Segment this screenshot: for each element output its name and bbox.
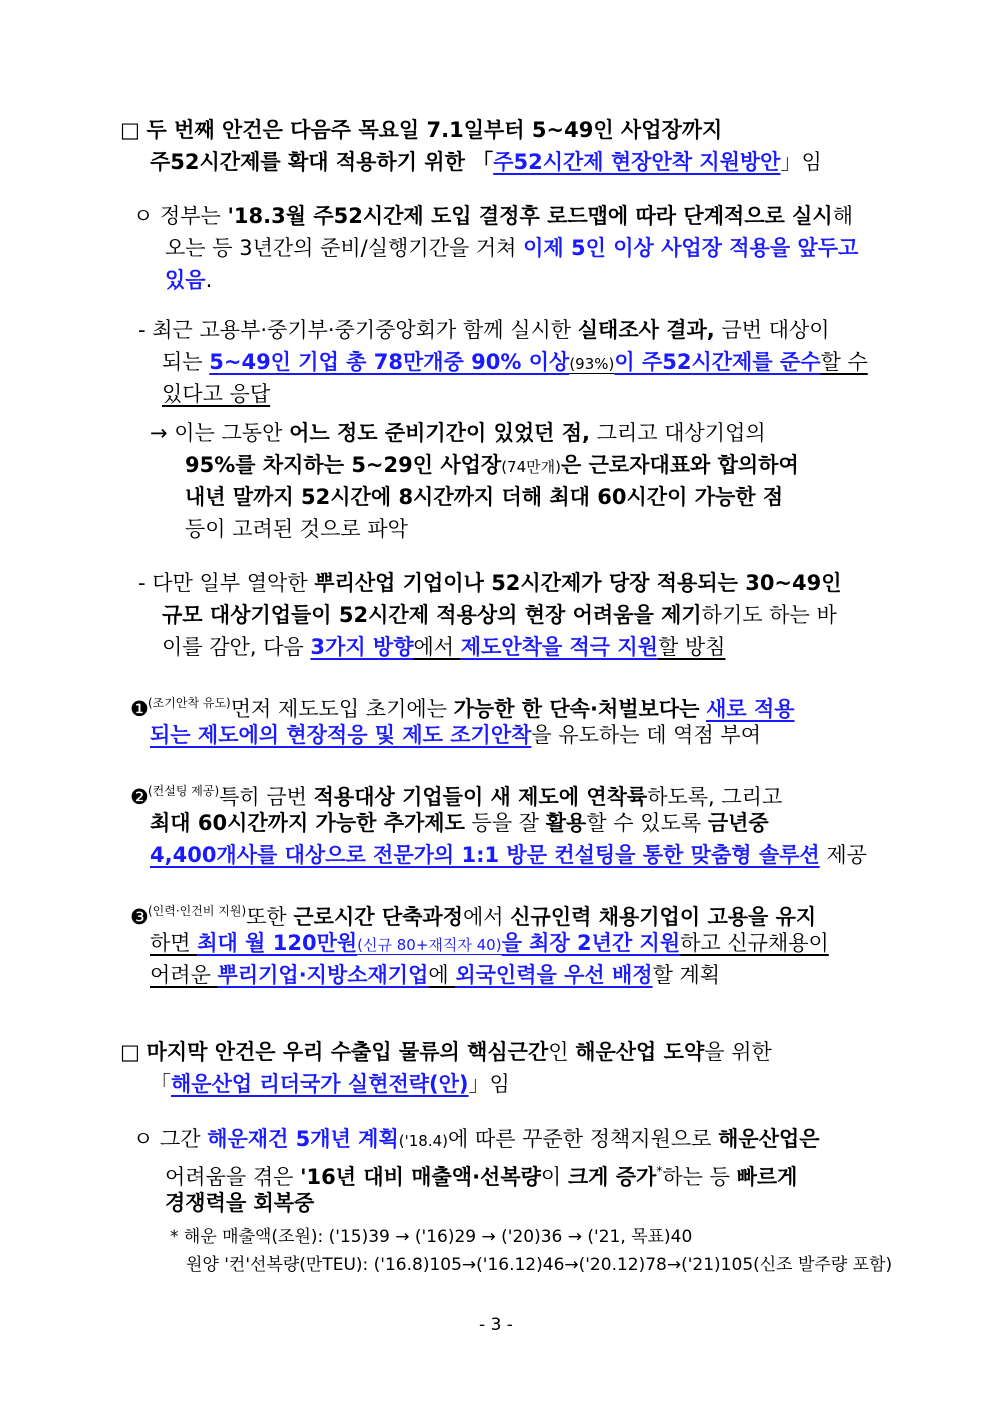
- para2-line1: [133, 1124, 820, 1156]
- text-run: 마지막 안건은 우리 수출입 물류의 핵심근간: [146, 1040, 549, 1064]
- square-bullet: □: [120, 118, 147, 142]
- text-run: 은 근로자대표와 합의하여: [560, 453, 799, 477]
- text-run: 먼저 제도도입 초기에는: [230, 697, 454, 721]
- num2-line3: [150, 840, 867, 870]
- num1-line2: [150, 720, 761, 750]
- num3-line2: [150, 928, 829, 960]
- text-run: 을 최장 2년간 지원: [501, 931, 681, 955]
- text-run: 있다고 응답: [162, 382, 271, 406]
- text-run: 해운재건 5개년 계획: [207, 1127, 399, 1151]
- text-run: 두 번째 안건은 다음주 목요일 7.1일부터 5~49인 사업장까지: [146, 118, 723, 142]
- text-run: 등을 잘: [464, 811, 546, 835]
- text-run: 할 수 있도록: [586, 811, 708, 835]
- text-run: 해운산업 도약: [575, 1040, 705, 1064]
- text-run: 하는 등: [662, 1165, 737, 1189]
- text-run: 근로시간 단축과정: [293, 905, 463, 929]
- text-run: 에서: [463, 905, 511, 929]
- text-run: 」임: [780, 150, 822, 174]
- dash1-line3: [162, 379, 270, 409]
- text-run: (93%): [569, 355, 615, 373]
- number-one-icon: ❶: [130, 697, 149, 721]
- text-run: 에 따른 꾸준한 정책지원으로: [447, 1127, 719, 1151]
- text-run: 5~49인 기업 총 78만개중 90% 이상: [209, 350, 570, 374]
- section1-line2: [150, 147, 822, 177]
- text-run: 을 위한: [704, 1040, 772, 1064]
- text-run: 특히 금번: [219, 785, 314, 809]
- num2-line1: [130, 776, 782, 812]
- arrow-line1: [150, 418, 766, 448]
- text-run: 외국인력을 우선 배정: [455, 963, 653, 987]
- text-run: 해: [832, 204, 854, 228]
- item-tag: (컨설팅 제공): [148, 784, 220, 798]
- num1-line1: [130, 688, 795, 724]
- text-run: 에: [428, 963, 456, 987]
- section1-line1: [120, 115, 722, 145]
- num2-line2: [150, 808, 769, 838]
- text-run: 있음: [165, 268, 206, 292]
- text-run: 할 계획: [652, 963, 721, 987]
- text-run: (신규 80+재직자 40): [357, 936, 502, 954]
- text-run: 실태조사 결과,: [577, 318, 715, 342]
- text-run: 4,400개사를 대상으로 전문가의 1:1 방문 컨설팅을 통한 맞춤형 솔루션: [150, 843, 820, 867]
- text-run: '16년 대비 매출액·선복량: [300, 1165, 541, 1189]
- text-run: 3가지 방향: [310, 635, 414, 659]
- text-run: 95%를 차지하는 5~29인 사업장: [185, 453, 502, 477]
- text-run: 제도안착을 적극 지원: [460, 635, 658, 659]
- text-run: 또한: [246, 905, 294, 929]
- dash1-line2: [162, 347, 868, 379]
- text-run: 인: [548, 1040, 576, 1064]
- num3-line3: [150, 960, 720, 990]
- text-run: 어느 정도 준비기간이 있었던 점,: [289, 421, 591, 445]
- text-run: 내년 말까지 52시간에 8시간까지 더해 최대 60시간이 가능한 점: [185, 485, 784, 509]
- text-run: - 최근 고용부·중기부·중기중앙회가 함께 실시한: [138, 318, 578, 342]
- page-number: - 3 -: [479, 1315, 513, 1335]
- arrow-line3: [185, 482, 783, 512]
- text-run: 하기도 하는 바: [701, 603, 837, 627]
- text-run: 」임: [468, 1072, 510, 1096]
- text-run: 그리고 대상기업의: [590, 421, 766, 445]
- para1-line2: [165, 233, 858, 263]
- section2-line2: [150, 1069, 510, 1099]
- text-run: 오는 등 3년간의 준비/실행기간을 거쳐: [165, 236, 524, 260]
- text-run: 할 수: [820, 350, 868, 374]
- footnote-marker: *: [656, 1164, 663, 1178]
- para1-line3: [165, 265, 212, 295]
- text-run: 새로 적용: [706, 697, 795, 721]
- text-run: 이 주52시간제를 준수: [614, 350, 821, 374]
- text-run: 제공: [819, 843, 867, 867]
- text-run: 이를 감안, 다음: [162, 635, 311, 659]
- text-run: 하면: [150, 931, 198, 955]
- text-run: 최대 월 120만원: [197, 931, 358, 955]
- text-run: 빠르게: [736, 1165, 798, 1189]
- para1-line1: [133, 201, 853, 231]
- highlight-title: 주52시간제 현장안착 지원방안: [493, 150, 781, 174]
- arrow-line2: [185, 450, 799, 482]
- square-bullet: □: [120, 1040, 147, 1064]
- text-run: (74만개): [501, 458, 561, 476]
- text-run: ㅇ 그간: [133, 1127, 208, 1151]
- text-run: ('18.4): [398, 1132, 448, 1150]
- text-run: 규모 대상기업들이 52시간제 적용상의 현장 어려움을 제기: [162, 603, 702, 627]
- text-run: 해운산업은: [718, 1127, 820, 1151]
- number-three-icon: ❸: [130, 905, 149, 929]
- text-run: .: [205, 268, 213, 292]
- highlight-title: 해운산업 리더국가 실현전략(안): [171, 1072, 469, 1096]
- para2-line2: [165, 1156, 797, 1192]
- footnote-line2: 원양 '컨'선복량(만TEU): ('16.8)105→('16.12)46→('20.12)78→('21)105(신조 발주량 포함): [186, 1255, 893, 1275]
- text-run: 할 방침: [657, 635, 726, 659]
- text-run: 경쟁력을 회복중: [165, 1191, 315, 1215]
- text-run: 되는: [162, 350, 210, 374]
- dash2-line1: [138, 568, 842, 598]
- num3-line1: [130, 896, 816, 932]
- number-two-icon: ❷: [130, 785, 149, 809]
- dash2-line2: [162, 600, 837, 630]
- arrow-line4: [185, 514, 408, 544]
- text-run: 가능한 한 단속·처벌보다는: [453, 697, 700, 721]
- text-run: ㅇ 정부는: [133, 204, 228, 228]
- section2-line1: [120, 1037, 772, 1067]
- text-run: 「: [150, 1072, 171, 1096]
- text-run: 금년중: [707, 811, 769, 835]
- para2-line3: [165, 1188, 314, 1218]
- dash2-line3: [162, 632, 726, 662]
- text-run: 활용: [545, 811, 587, 835]
- item-tag: (인력·인건비 지원): [148, 904, 247, 918]
- text-run: 등이 고려된 것으로 파악: [185, 517, 408, 541]
- text-run: 하도록, 그리고: [647, 785, 783, 809]
- text-run: 신규인력 채용기업이 고용을 유지: [510, 905, 817, 929]
- text-run: 이제 5인 이상 사업장 적용을 앞두고: [523, 236, 859, 260]
- text-run: 뿌리산업 기업이나 52시간제가 당장 적용되는 30~49인: [314, 571, 842, 595]
- text-run: 금번 대상이: [714, 318, 830, 342]
- text-run: 크게 증가: [567, 1165, 657, 1189]
- item-tag: (조기안착 유도): [148, 696, 231, 710]
- text-run: 뿌리기업·지방소재기업: [217, 963, 429, 987]
- text-run: 에서: [413, 635, 461, 659]
- footnote-line1: * 해운 매출액(조원): ('15)39 → ('16)29 → ('20)36 → ('21, 목표)40: [170, 1227, 693, 1247]
- text-run: 되는 제도에의 현장적응 및 제도 조기안착: [150, 723, 532, 747]
- text-run: → 이는 그동안: [150, 421, 290, 445]
- text-run: 적용대상 기업들이 새 제도에 연착륙: [313, 785, 648, 809]
- dash1-line1: [138, 315, 830, 345]
- text-run: 어려운: [150, 963, 218, 987]
- text-run: 주52시간제를 확대 적용하기 위한 「: [150, 150, 494, 174]
- text-run: 최대 60시간까지 가능한 추가제도: [150, 811, 465, 835]
- text-run: '18.3월 주52시간제 도입 결정후 로드맵에 따라 단계적으로 실시: [227, 204, 833, 228]
- text-run: 하고 신규채용이: [680, 931, 829, 955]
- text-run: 어려움을 겪은: [165, 1165, 301, 1189]
- text-run: 이: [540, 1165, 568, 1189]
- text-run: 을 유도하는 데 역점 부여: [531, 723, 761, 747]
- text-run: - 다만 일부 열악한: [138, 571, 315, 595]
